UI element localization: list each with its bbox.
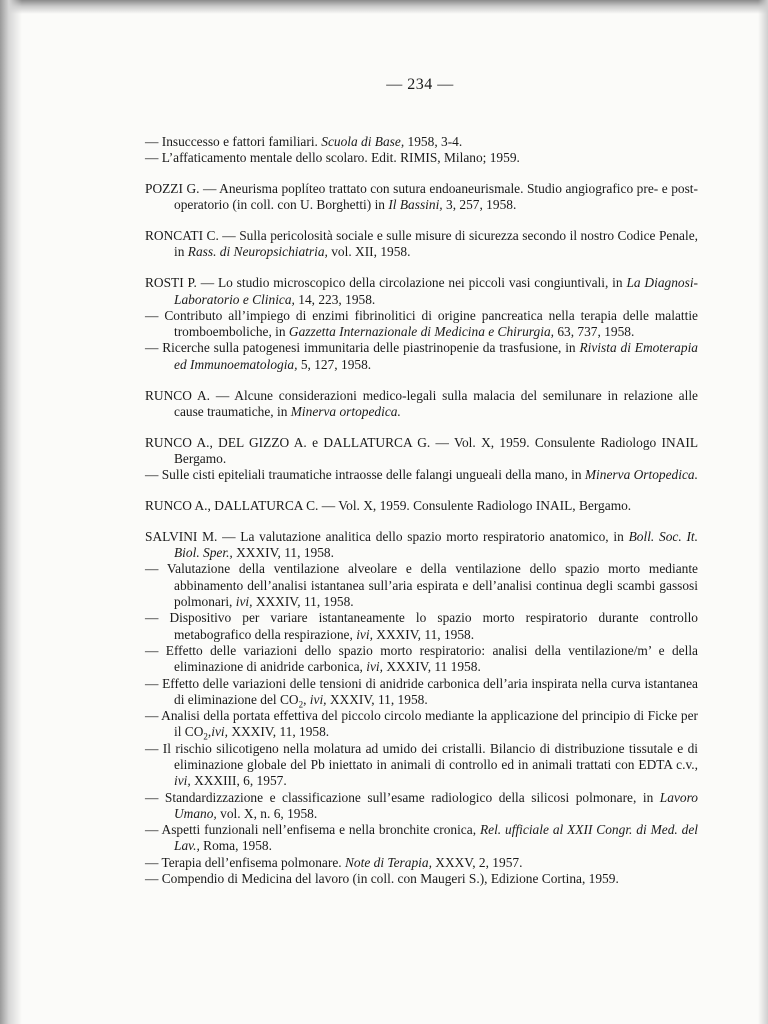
entry-text: RUNCO A., DALLATURCA C. — Vol. X, 1959. Consulente Radiologo INAIL, Bergamo. [145,498,632,514]
journal-title: Gazzetta Internazionale di Medicina e Chirurgia, [288,324,554,340]
author-group [145,435,698,484]
author-group [145,275,698,373]
subscript: 2 [298,699,304,710]
journal-title: Minerva ortopedica. [290,403,401,419]
journal-title: ivi, [235,594,253,610]
entry-text: ROSTI P. — Lo studio microscopico della circolazione nei piccoli vasi congiuntivali, in [145,275,627,291]
entry-text: , [303,691,310,707]
author-group [145,181,698,214]
journal-title: ivi, [366,659,383,675]
page-number: — 234 — [386,76,454,93]
entry-text: XXXIV, 11, 1958. [232,545,334,561]
entry-text: — Valutazione della ventilazione alveolare e della ventilazione dello spazio morto mediante abbinamento dell’analisi istantanea sull’aria espirata e dell’analisi continua degli scambi gassosi polmonari, [145,561,698,610]
journal-title: Note di Terapia, [344,854,432,870]
journal-title: ivi, [174,773,191,789]
journal-title: Rivista di Emoterapia ed Immunoematologia, [174,340,698,372]
entry-text: 14, 223, 1958. [294,291,376,307]
entry-text: , [207,724,212,740]
bibliography-list [145,134,698,902]
entry-text: Roma, 1958. [199,838,272,854]
entry-text: — Dispositivo per variare istantaneamente lo spazio morto respiratorio durante controllo metabografico della respirazione, [145,610,698,642]
entry-text: XXXIV, 11, 1958. [227,724,330,740]
journal-title: Rel. ufficiale al XXII Congr. di Med. del Lav., [174,822,698,854]
bibliography-entry [145,790,698,823]
bibliography-entry [145,822,698,855]
entry-text: — Effetto delle variazioni delle tensioni di anidride carbonica dell’aria inspirata nella curva istantanea di eliminazione del CO [145,675,698,707]
bibliography-entry [145,643,698,676]
entry-text: RUNCO A., DEL GIZZO A. e DALLATURCA G. — Vol. X, 1959. Consulente Radiologo INAIL Bergamo. [145,434,698,466]
entry-text: — Sulle cisti epiteliali traumatiche intraosse delle falangi ungueali della mano, in [145,467,585,483]
entry-text: — Standardizzazione e classificazione sull’esame radiologico della silicosi polmonare, in [145,789,660,805]
journal-title: Boll. Soc. It. Biol. Sper., [174,528,698,561]
entry-text: — Effetto delle variazioni dello spazio morto respiratorio: analisi della ventilazione/m’ e della eliminazione di anidride carbonica, [145,642,698,675]
journal-title: ivi, [309,691,327,707]
entry-text: 1958, 3-4. [404,134,463,149]
subscript: 2 [203,732,208,743]
entry-text: XXXIV, 11, 1958. [372,626,475,642]
entry-text: — Insuccesso e fattori familiari. [145,134,322,149]
scan-edge-top [0,0,768,14]
bibliography-entry [145,708,698,741]
author-group [145,228,698,261]
bibliography-entry [145,610,698,643]
entry-text: XXXIV, 11, 1958. [326,691,428,707]
journal-title: ivi, [211,724,228,740]
entry-text: vol. X, n. 6, 1958. [216,805,318,821]
bibliography-entry [145,308,698,341]
author-group [145,134,698,167]
journal-title: Minerva Ortopedica. [584,467,698,483]
bibliography-entry [145,741,698,790]
entry-text: SALVINI M. — La valutazione analitica dello spazio morto respiratorio anatomico, in [145,528,629,544]
entry-text: XXXIII, 6, 1957. [190,773,287,789]
entry-text: — L’affaticamento mentale dello scolaro. Edit. RIMIS, Milano; 1959. [145,150,520,166]
author-group [145,388,698,421]
bibliography-entry [145,561,698,610]
entry-text: 63, 737, 1958. [553,324,635,340]
entry-text: — Ricerche sulla patogenesi immunitaria delle piastrinopenie da trasfusione, in [145,340,580,356]
entry-text: 3, 257, 1958. [442,197,517,213]
entry-text: XXXV, 2, 1957. [431,854,523,870]
scan-edge-right [758,0,768,1024]
bibliography-entry [145,134,698,150]
bibliography-entry [145,388,698,421]
entry-text: — Aspetti funzionali nell’enfisema e nella bronchite cronica, [145,822,480,838]
bibliography-entry [145,467,698,483]
entry-text: RONCATI C. — Sulla pericolosità sociale e sulle misure di sicurezza secondo il nostro Codice Penale, in [145,228,698,260]
journal-title: Rass. di Neuropsichiatria, [187,244,328,260]
bibliography-entry [145,435,698,468]
bibliography-entry [145,855,698,871]
entry-text: vol. XII, 1958. [327,244,411,260]
entry-text: — Compendio di Medicina del lavoro (in coll. con Maugeri S.), Edizione Cortina, 1959. [145,871,619,887]
entry-text: XXXIV, 11, 1958. [252,594,354,610]
bibliography-entry [145,150,698,166]
journal-title: Il Bassini, [388,197,443,213]
scan-edge-left [0,0,22,1024]
entry-text: — Contributo all’impiego di enzimi fibrinolitici di origine pancreatica nella terapia delle malattie tromboemboliche, in [145,307,698,340]
journal-title: Lavoro Umano, [174,789,698,821]
journal-title: Scuola di Base, [321,134,405,149]
entry-text: 5, 127, 1958. [297,356,372,372]
entry-text: — Terapia dell’enfisema polmonare. [145,854,345,870]
bibliography-entry [145,228,698,261]
entry-text: — Analisi della portata effettiva del piccolo circolo mediante la applicazione del principio di Ficke per il CO [145,708,698,740]
bibliography-entry [145,676,698,709]
bibliography-entry [145,498,698,514]
bibliography-entry [145,340,698,373]
entry-text: POZZI G. — Aneurisma poplíteo trattato con sutura endoaneurismale. Studio angiografico pre- e post-operatorio (in coll. con U. Borghetti) in [145,181,698,213]
bibliography-entry [145,529,698,562]
entry-text: — Il rischio silicotigeno nella molatura ad umido dei cristalli. Bilancio di distribuzione tissutale e di eliminazione globale del Pb iniettato in animali di controllo ed in animali trattati con EDTA c.v., [145,740,698,772]
journal-title: La Diagnosi-Laboratorio e Clinica, [174,275,698,307]
bibliography-entry [145,181,698,214]
bibliography-entry [145,871,698,887]
bibliography-entry [145,275,698,308]
author-group [145,529,698,888]
entry-text: RUNCO A. — Alcune considerazioni medico-legali sulla malacia del semilunare in relazione alle cause traumatiche, in [145,387,698,419]
entry-text: XXXIV, 11 1958. [382,659,481,675]
author-group [145,498,698,514]
journal-title: ivi, [356,626,373,642]
